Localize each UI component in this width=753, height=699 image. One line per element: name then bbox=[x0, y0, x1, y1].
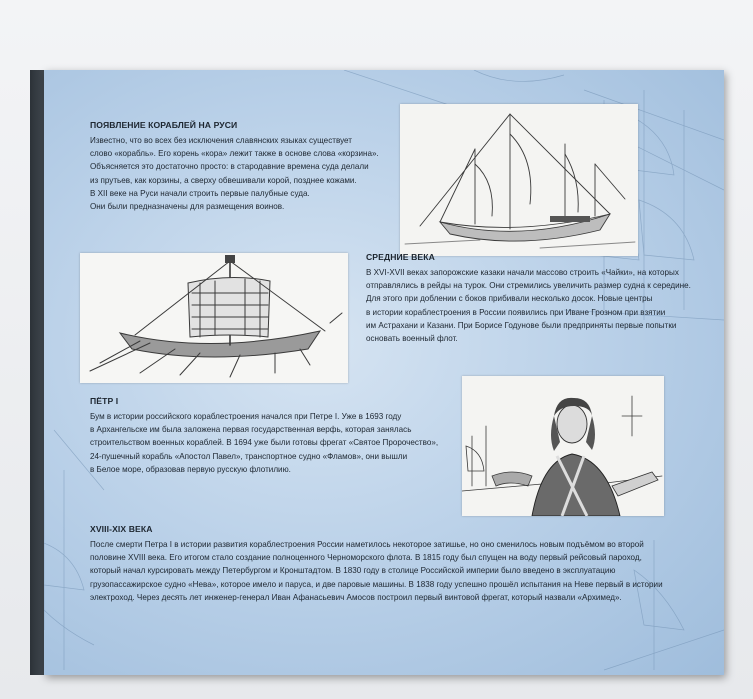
section-heading: XVIII-XIX ВЕКА bbox=[90, 524, 153, 534]
text-line: 24-пушечный корабль «Апостол Павел», транспортное судно «Фламов», они вышли bbox=[90, 451, 408, 461]
text-line: Известно, что во всех без исключения славянских языках существует bbox=[90, 136, 352, 145]
text-line: Объясняется это достаточно просто: в стародавние времена суда делали bbox=[90, 162, 369, 172]
text-line: Для этого при доблении с боков прибивали несколько досок. Новые центры bbox=[366, 294, 653, 304]
text-line: Они были предназначены для размещения воинов. bbox=[90, 202, 285, 212]
info-sheet bbox=[44, 70, 724, 675]
section-heading: СРЕДНИЕ ВЕКА bbox=[366, 252, 435, 262]
text-line: строительством военных кораблей. В 1694 уже были готовы фрегат «Святое Пророчество», bbox=[90, 438, 439, 448]
section-xviii-xix bbox=[90, 524, 663, 604]
text-line: им Астрахани и Казани. При Борисе Годунове были предприняты первые попытки bbox=[366, 320, 677, 330]
text-line: слово «корабль». Его корень «кора» лежит также в основе слова «корзина». bbox=[90, 149, 379, 159]
rowing-ship-drawing bbox=[80, 253, 348, 383]
rowing-ship-sketch bbox=[80, 253, 348, 383]
section-appearance bbox=[90, 120, 379, 213]
section-middle-ages bbox=[366, 252, 691, 345]
text-line: электроход. Через десять лет инженер-генерал Иван Афанасьевич Амосов построил первый винтовой фрегат, который назвали «Архимед». bbox=[90, 592, 622, 602]
section-heading: ПОЯВЛЕНИЕ КОРАБЛЕЙ НА РУСИ bbox=[90, 120, 238, 130]
text-line: в истории кораблестроения в России появились при Иване Грозном при взятии bbox=[366, 307, 666, 317]
caravel-sketch bbox=[400, 104, 638, 256]
text-line: половине XVIII века. Его итогом стало создание полноценного Черноморского флота. В 1815 году был спущен на воду первый рейсовый пароход, bbox=[90, 553, 642, 563]
text-line: Бум в истории российского кораблестроения начался при Петре I. Уже в 1693 году bbox=[90, 412, 402, 421]
text-line: в Белое море, образовав первую русскую флотилию. bbox=[90, 464, 291, 474]
section-peter bbox=[90, 396, 438, 476]
text-line: в Архангельске им была заложена первая государственная верфь, которая занялась bbox=[90, 425, 412, 435]
text-line: После смерти Петра I в истории развития кораблестроения России наметилось некоторое затишье, но оно сменилось новым подъёмом во второй bbox=[90, 540, 644, 549]
peter-portrait-drawing bbox=[462, 376, 664, 516]
text-line: грузопассажирское судно «Нева», которое имело и паруса, и две паровые машины. В 1838 году успешно прошёл испытания на Неве первый в истории bbox=[90, 579, 663, 589]
text-line: основать военный флот. bbox=[366, 334, 458, 344]
text-line: отправлялись в рейды на турок. Они стремились увеличить размер судна к середине. bbox=[366, 281, 691, 291]
caravel-drawing bbox=[400, 104, 638, 256]
text-line: В XVI-XVII веках запорожские казаки начали массово строить «Чайки», на которых bbox=[366, 268, 679, 277]
peter-portrait-sketch bbox=[462, 376, 664, 516]
section-heading: ПЁТР I bbox=[90, 396, 119, 406]
text-line: из прутьев, как корзины, а сверху обвешивали корой, позднее кожами. bbox=[90, 175, 357, 185]
text-line: В XII веке на Руси начали строить первые палубные суда. bbox=[90, 188, 310, 198]
text-line: который начал курсировать между Петербургом и Кронштадтом. В 1830 году в столице Российской империи было введено в эксплуатацию bbox=[90, 566, 616, 576]
